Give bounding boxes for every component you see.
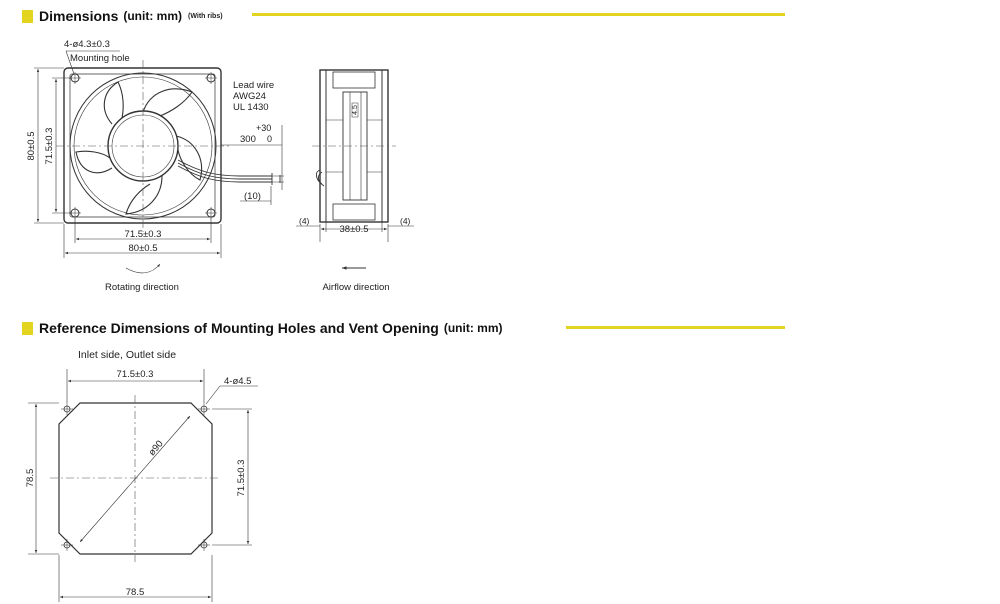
lead-wire-ul-label: UL 1430 [233,102,269,113]
inlet-outlet-label: Inlet side, Outlet side [78,349,177,361]
ref-diameter-label: ø90 [146,438,166,459]
section-unit: (unit: mm) [443,321,503,335]
width-outer-label: 80±0.5 [128,243,158,254]
center-lines [56,60,232,232]
height-pitch-label: 71.5±0.3 [44,127,55,165]
mounting-hole-icon [61,539,73,551]
reference-holes [61,403,210,551]
depth-label: 38±0.5 [339,224,369,235]
mounting-hole-icon [198,403,210,415]
section-title: Reference Dimensions of Mounting Holes and Vent Opening [39,320,439,336]
rotating-direction-label: Rotating direction [105,282,179,293]
ref-holes-label: 4-ø4.5 [224,376,252,387]
section-title: Dimensions [39,8,119,24]
height-outer-label: 80±0.5 [26,131,37,161]
strip-length-label: (10) [244,191,261,202]
rib-label: 4.5 [352,105,359,115]
lead-wire-label: Lead wire [233,80,275,91]
airflow-direction-label: Airflow direction [322,282,390,293]
side-right-label: (4) [400,216,411,226]
reference-dimension-lines [28,369,258,602]
section-note: (With ribs) [188,12,223,20]
lead-length-label: 300 [240,134,256,145]
lead-wire-gauge-label: AWG24 [233,91,266,102]
tolerance-zero-label: 0 [267,134,273,144]
ref-height-pitch-label: 71.5±0.3 [236,459,247,497]
width-pitch-label: 71.5±0.3 [124,229,162,240]
side-left-label: (4) [299,216,310,226]
mounting-hole-icon [61,403,73,415]
ref-width-pitch-label: 71.5±0.3 [116,369,154,380]
hole-name-label: Mounting hole [70,53,130,64]
lead-wires [178,160,284,185]
mounting-hole-icon [198,539,210,551]
tolerance-plus-label: +30 [256,123,272,133]
section-unit: (unit: mm) [123,9,183,23]
ref-width-outer-label: 78.5 [125,587,145,598]
side-view-labels [299,105,411,293]
ref-height-outer-label: 78.5 [25,468,36,488]
hole-spec-label: 4-ø4.3±0.3 [64,39,110,50]
